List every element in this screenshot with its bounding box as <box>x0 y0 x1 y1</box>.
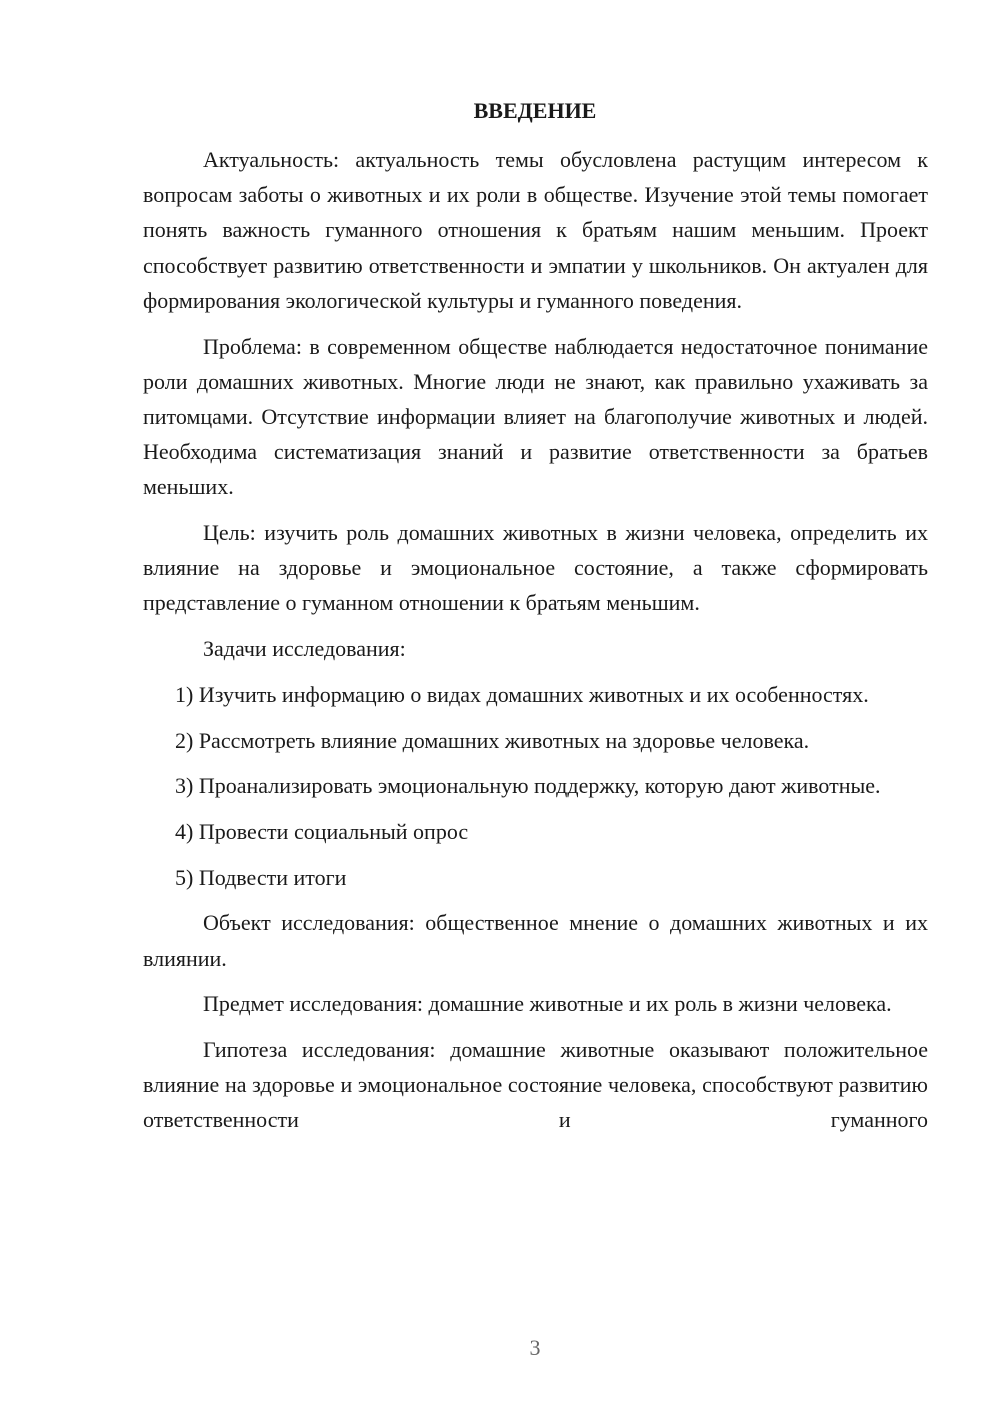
hypothesis-paragraph: Гипотеза исследования: домашние животные оказывают положительное влияние на здоровье и эмоциональное состояние человека, способствуют развитию ответственности и гуманного <box>143 1036 928 1133</box>
relevance-paragraph: Актуальность: актуальность темы обусловлена растущим интересом к вопросам заботы о животных и их роли в обществе. Изучение этой темы помогает понять важность гуманного отношения к братьям нашим меньшим. Проект способствует развитию ответственности и эмпатии у школьников. Он актуален для формирования экологической культуры и гуманного поведения. <box>143 147 928 313</box>
section-title: ВВЕДЕНИЕ <box>473 98 597 123</box>
section-body <box>143 142 928 1138</box>
task-item: 5) Подвести итоги <box>175 864 347 890</box>
tasks-heading: Задачи исследования: <box>203 636 406 662</box>
task-item: 2) Рассмотреть влияние домашних животных на здоровье человека. <box>175 727 810 753</box>
task-item: 3) Проанализировать эмоциональную поддержку, которую дают животные. <box>175 773 881 799</box>
object-paragraph: Объект исследования: общественное мнение о домашних животных и их влиянии. <box>143 910 928 971</box>
goal-paragraph: Цель: изучить роль домашних животных в жизни человека, определить их влияние на здоровье и эмоциональное состояние, а также сформировать представление о гуманном отношении к братьям меньшим. <box>143 520 928 616</box>
task-item: 1) Изучить информацию о видах домашних животных и их особенностях. <box>175 681 869 707</box>
problem-paragraph: Проблема: в современном обществе наблюдается недостаточное понимание роли домашних животных. Многие люди не знают, как правильно ухаживать за питомцами. Отсутствие информации влияет на благополучие животных и людей. Необходима систематизация знаний и развитие ответственности за братьев меньших. <box>143 333 928 500</box>
task-item: 4) Провести социальный опрос <box>175 818 469 844</box>
subject-paragraph: Предмет исследования: домашние животные и их роль в жизни человека. <box>203 991 892 1017</box>
page-number: 3 <box>529 1335 541 1360</box>
